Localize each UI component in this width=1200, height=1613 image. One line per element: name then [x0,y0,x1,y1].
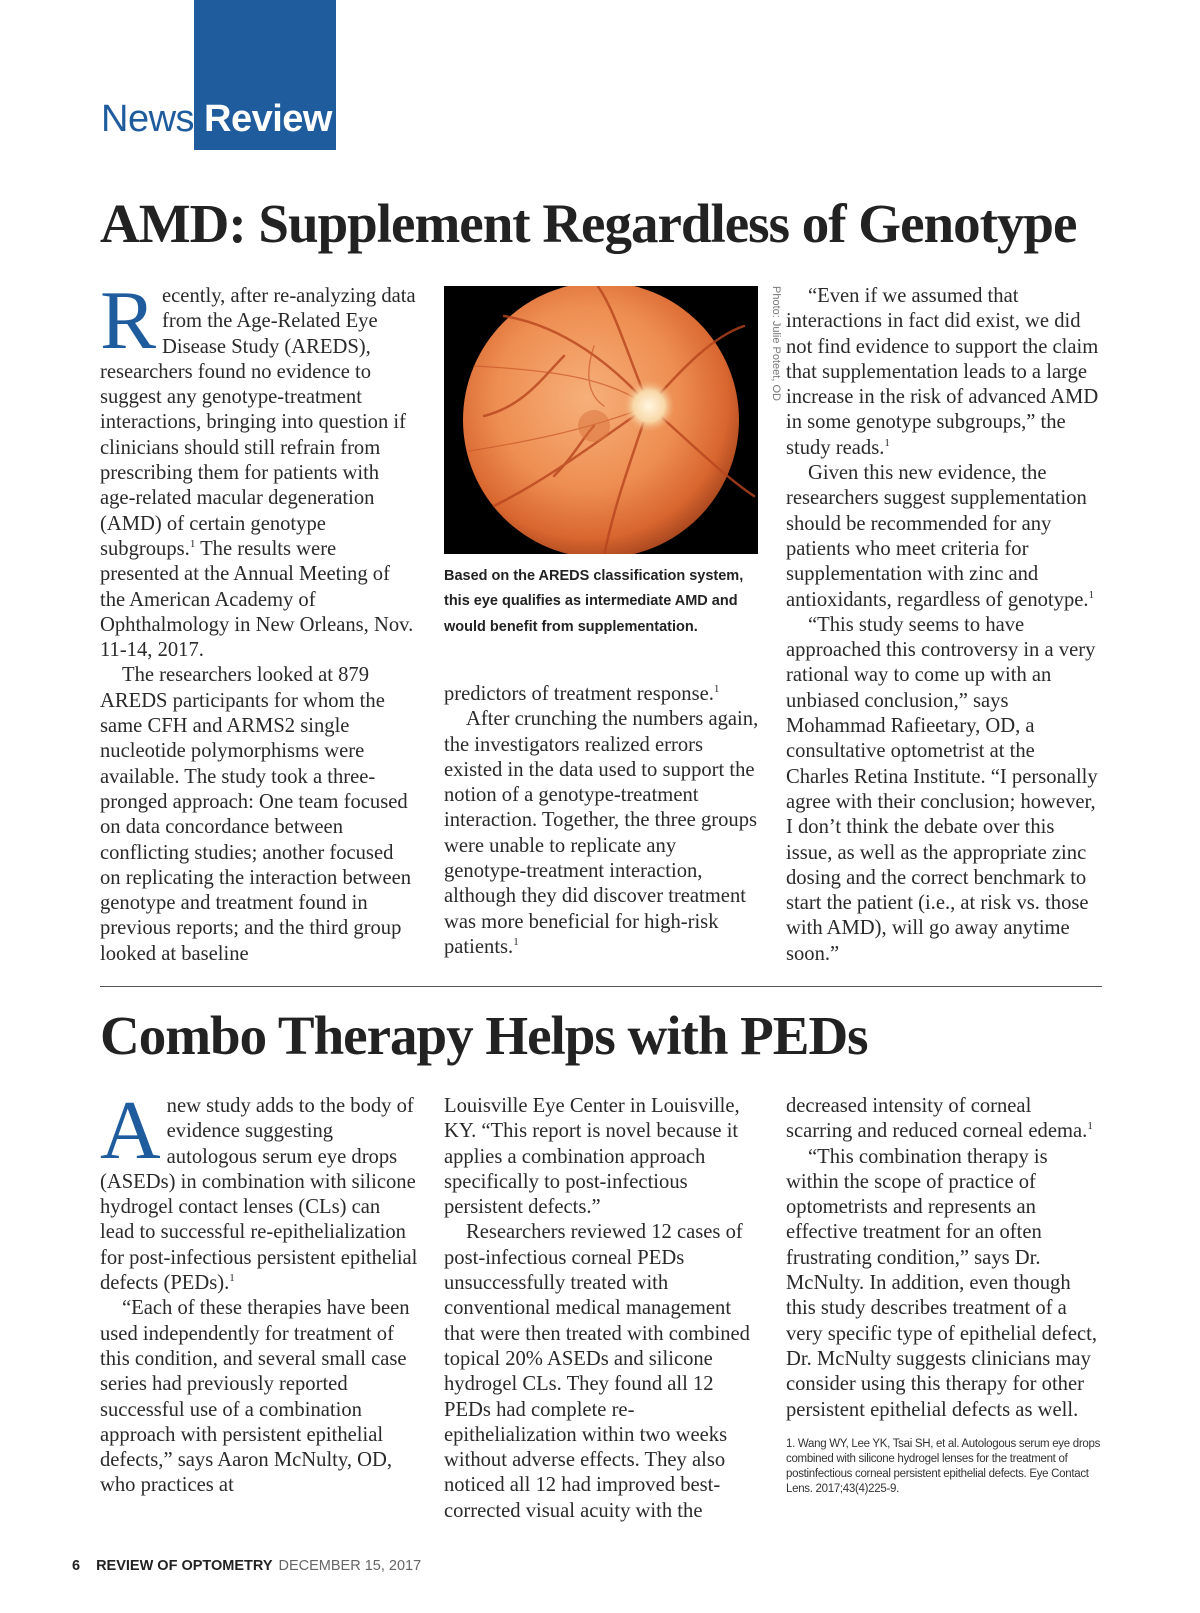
page-number: 6 [72,1558,81,1574]
article1-paragraph: “This study seems to have approached this controversy in a very rational way to come up with an unbiased conclusion,” says Mohammad Rafieetary, OD, a consultative optometrist at the Charles Retina Institute. “I personally agree with their conclusion; however, I don’t think the debate over this issue, as well as the appropriate zinc dosing and the correct benchmark to start the patient (i.e., at risk vs. those with AMD), will go away anytime soon.” [786,613,1098,965]
article2-column-1 [100,1084,418,1499]
article1-dropcap: R [100,274,157,367]
article1-column-1 [100,274,418,967]
photo-caption: Based on the AREDS classification system, this eye qualifies as intermediate AMD and would benefit from supplementation. [444,568,744,635]
footnote-mark: 1 [229,1272,235,1285]
article2-column-3 [786,1094,1102,1423]
article2-paragraph: “This combination therapy is within the scope of practice of optometrists and represents an effective treatment for an often frustrating condition,” says Dr. McNulty. In addition, even though this study describes treatment of a very specific type of epithelial defect, Dr. McNulty suggests clinicians may consider using this therapy for other persistent epithelial defects as well. [786,1145,1098,1421]
article1-paragraph: Recently, after re-analyzing data from the Age-Related Eye Disease Study (AREDS), researchers found no evidence to suggest any genotype-treatment interactions, bringing into question if clinicians should still refrain from prescribing them for patients with age-related macular degeneration (AMD) of certain genotype subgroups.$^1$ The results were presented at the Annual Meeting of the American Academy of Ophthalmology in New Orleans, Nov. 11-14, 2017. [100,274,416,662]
article2-paragraph: decreased intensity of corneal scarring and reduced corneal edema.$^1$ [786,1095,1093,1143]
article1-paragraph: “Even if we assumed that interactions in fact did exist, we did not find evidence to support the claim that supplementation leads to a large increase in the risk of advanced AMD in some genotype subgroups,” the study reads.$^1$ [786,285,1099,459]
page-footer [72,1558,421,1574]
footnote-mark: 1 [713,683,720,696]
photo-credit: Photo: Julie Poteet, OD [770,286,782,401]
footnote-mark: 1 [884,436,890,449]
section-label-news: News [101,98,195,140]
reference-citation: 1. Wang WY, Lee YK, Tsai SH, et al. Autologous serum eye drops combined with silicone hydrogel lenses for the treatment of postinfectious corneal persistent epithelial defects. Eye Contact Lens. 2017;43(4)225-9. [786,1438,1101,1495]
article2-paragraph: Researchers reviewed 12 cases of post-infectious corneal PEDs unsuccessfully treated with conventional medical management that were then treated with combined topical 20% ASEDs and silicone hydrogel CLs. They found all 12 PEDs had complete re-epithelialization within two weeks without adverse effects. They also noticed all 12 had improved best-corrected visual acuity with the [444,1221,750,1522]
footnote-mark: 1 [513,936,519,949]
article1-paragraph: The researchers looked at 879 AREDS participants for whom the same CFH and ARMS2 single nucleotide polymorphisms were available. The study took a three-pronged approach: One team focused on data concordance between conflicting studies; another focused on replicating the interaction between genotype and treatment found in previous reports; and the third group looked at baseline [100,664,412,965]
article1-paragraph: Given this new evidence, the researchers suggest supplementation should be recommended for any patients who meet criteria for supplementation with zinc and antioxidants, regardless of genotype.$^1$ [786,462,1095,611]
footnote-mark: 1 [189,538,196,551]
article1-column-2 [444,682,762,960]
article1-headline: AMD: Supplement Regardless of Genotype [100,193,1077,254]
footnote-mark: 1 [1088,588,1095,601]
section-tab [0,0,336,150]
footnote-mark: 1 [1087,1120,1093,1133]
article1-paragraph: After crunching the numbers again, the investigators realized errors existed in the data used to support the notion of a genotype-treatment interaction. Together, the three groups were unable to replicate any genotype-treatment interaction, although they did discover treatment was more beneficial for high-risk patients.$^1$ [444,708,759,958]
article2-paragraph: Louisville Eye Center in Louisville, KY. “This report is novel because it applies a combination approach specifically to post-infectious persistent defects.” [444,1095,740,1219]
article2-dropcap: A [100,1084,161,1177]
issue-date: DECEMBER 15, 2017 [278,1558,422,1574]
article1-paragraph: predictors of treatment response.$^1$ [444,683,720,705]
publication-name: REVIEW OF OPTOMETRY [96,1558,273,1574]
article2-paragraph: Anew study adds to the body of evidence suggesting autologous serum eye drops (ASEDs) in combination with silicone hydrogel contact lenses (CLs) can lead to successful re-epithelialization for post-infectious persistent epithelial defects (PEDs).$^1$ [100,1084,418,1295]
article-divider [100,986,1102,987]
section-label-review: Review [204,98,332,140]
article1-column-3 [786,284,1102,967]
article2-headline: Combo Therapy Helps with PEDs [100,1005,868,1066]
retina-fundus-photo [444,286,758,554]
fundus-image [444,286,758,554]
article2-column-2 [444,1094,762,1524]
article2-paragraph: “Each of these therapies have been used independently for treatment of this condition, and several small case series had previously reported successful use of a combination approach with persistent epithelial defects,” says Aaron McNulty, OD, who practices at [100,1297,410,1497]
